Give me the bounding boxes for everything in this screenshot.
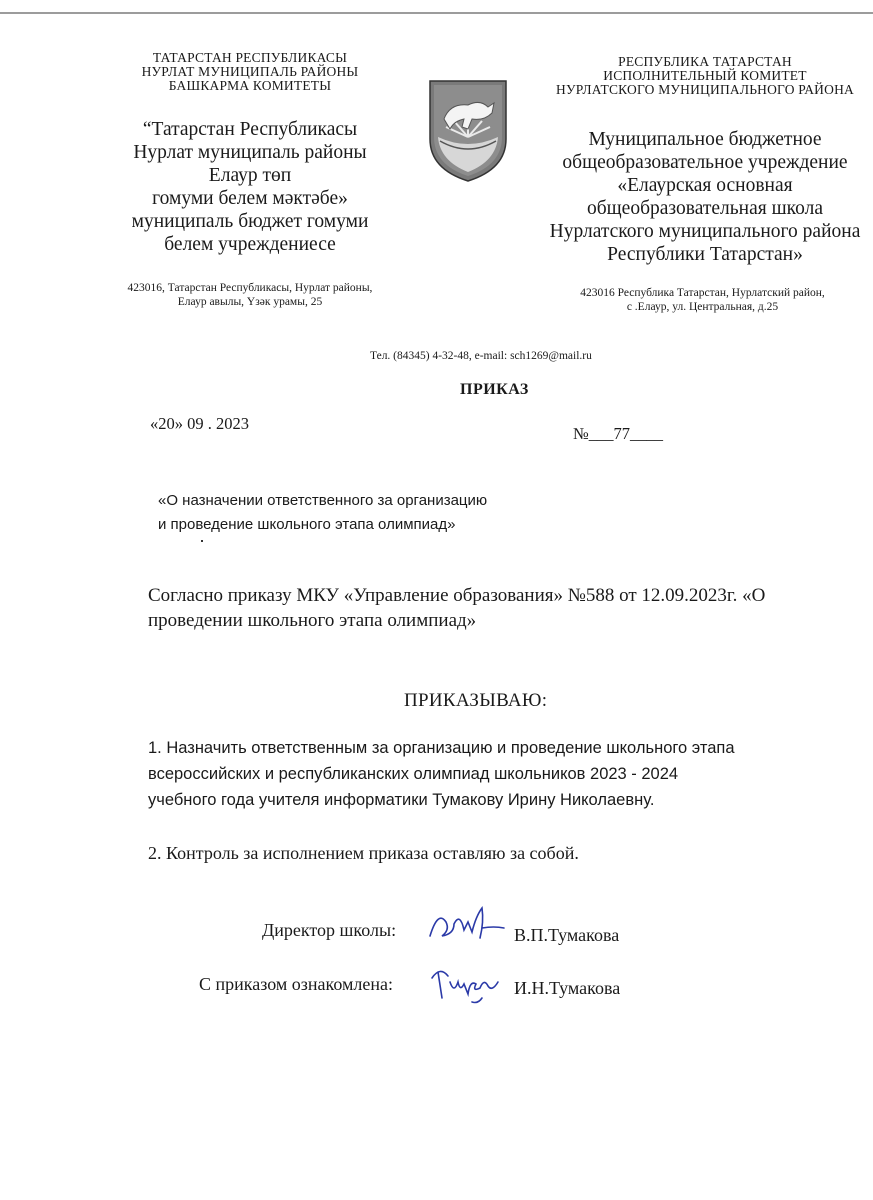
left-org-line2: Нурлат муниципаль районы <box>133 142 367 163</box>
subject-line1: «О назначении ответственного за организацию <box>158 492 488 509</box>
contacts: Тел. (84345) 4-32-48, e-mail: sch1269@mail.ru <box>370 350 592 362</box>
director-name: В.П.Тумакова <box>514 925 620 945</box>
right-header-line2: ИСПОЛНИТЕЛЬНЫЙ КОМИТЕТ <box>603 68 807 83</box>
preamble-line2: проведении школьного этапа олимпиад» <box>148 610 477 631</box>
top-rule <box>0 12 873 14</box>
director-signature <box>424 900 510 950</box>
left-address-line2: Елаур авылы, Үзәк урамы, 25 <box>177 296 323 308</box>
left-address <box>100 281 400 309</box>
right-address-line1: 423016 Республика Татарстан, Нурлатский район, <box>580 287 825 299</box>
coat-of-arms-emblem <box>424 77 512 183</box>
right-org-line1: Муниципальное бюджетное <box>588 129 822 150</box>
left-address-line1: 423016, Татарстан Республикасы, Нурлат районы, <box>127 282 373 294</box>
order-word: ПРИКАЗЫВАЮ: <box>404 690 548 711</box>
preamble <box>148 583 765 633</box>
order-item-1 <box>148 735 735 813</box>
left-header-line3: БАШКАРМА КОМИТЕТЫ <box>168 78 332 93</box>
item1-line3: учебного года учителя информатики Тумакову Ирину Николаевну. <box>148 791 655 809</box>
right-org-line6: Республики Татарстан» <box>607 244 803 265</box>
order-number: №___77____ <box>573 424 663 443</box>
left-header <box>100 51 400 93</box>
left-org-line3: Елаур төп <box>208 165 292 186</box>
right-header-line3: НУРЛАТСКОГО МУНИЦИПАЛЬНОГО РАЙОНА <box>556 82 854 97</box>
director-label: Директор школы: <box>262 920 397 940</box>
stray-dot <box>201 540 203 542</box>
right-org-line5: Нурлатского муниципального района <box>549 221 861 242</box>
right-org-line4: общеобразовательная школа <box>587 198 823 219</box>
left-org-line4: гомуми белем мәктәбе» <box>152 188 348 209</box>
right-header <box>535 55 873 97</box>
order-date: «20» 09 . 2023 <box>150 414 249 433</box>
order-subject <box>158 489 487 537</box>
left-header-line2: НУРЛАТ МУНИЦИПАЛЬ РАЙОНЫ <box>141 64 359 79</box>
preamble-line1: Согласно приказу МКУ «Управление образования» №588 от 12.09.2023г. «О <box>148 585 766 606</box>
right-org-line3: «Елаурская основная <box>617 175 793 196</box>
item1-line1: 1. Назначить ответственным за организацию и проведение школьного этапа <box>148 739 735 757</box>
acquainted-signature <box>422 958 508 1008</box>
right-address-line2: с .Елаур, ул. Центральная, д.25 <box>626 301 779 313</box>
acquainted-label: С приказом ознакомлена: <box>199 974 393 994</box>
right-org-line2: общеобразовательное учреждение <box>562 152 848 173</box>
subject-line2: и проведение школьного этапа олимпиад» <box>158 516 456 533</box>
left-org-line6: белем учреждениесе <box>164 234 336 255</box>
right-header-line1: РЕСПУБЛИКА ТАТАРСТАН <box>618 54 792 69</box>
left-org-line1: “Татарстан Республикасы <box>142 119 358 140</box>
left-org-line5: муниципаль бюджет гомуми <box>131 211 369 232</box>
left-header-line1: ТАТАРСТАН РЕСПУБЛИКАСЫ <box>152 50 348 65</box>
document-title: ПРИКАЗ <box>460 381 529 398</box>
right-org-name <box>530 128 873 266</box>
order-item-2: 2. Контроль за исполнением приказа оставляю за собой. <box>148 843 579 863</box>
acquainted-name: И.Н.Тумакова <box>514 978 621 998</box>
right-address <box>560 286 845 314</box>
item1-line2: всероссийских и республиканских олимпиад школьников 2023 - 2024 <box>148 765 679 783</box>
left-org-name <box>100 118 400 256</box>
